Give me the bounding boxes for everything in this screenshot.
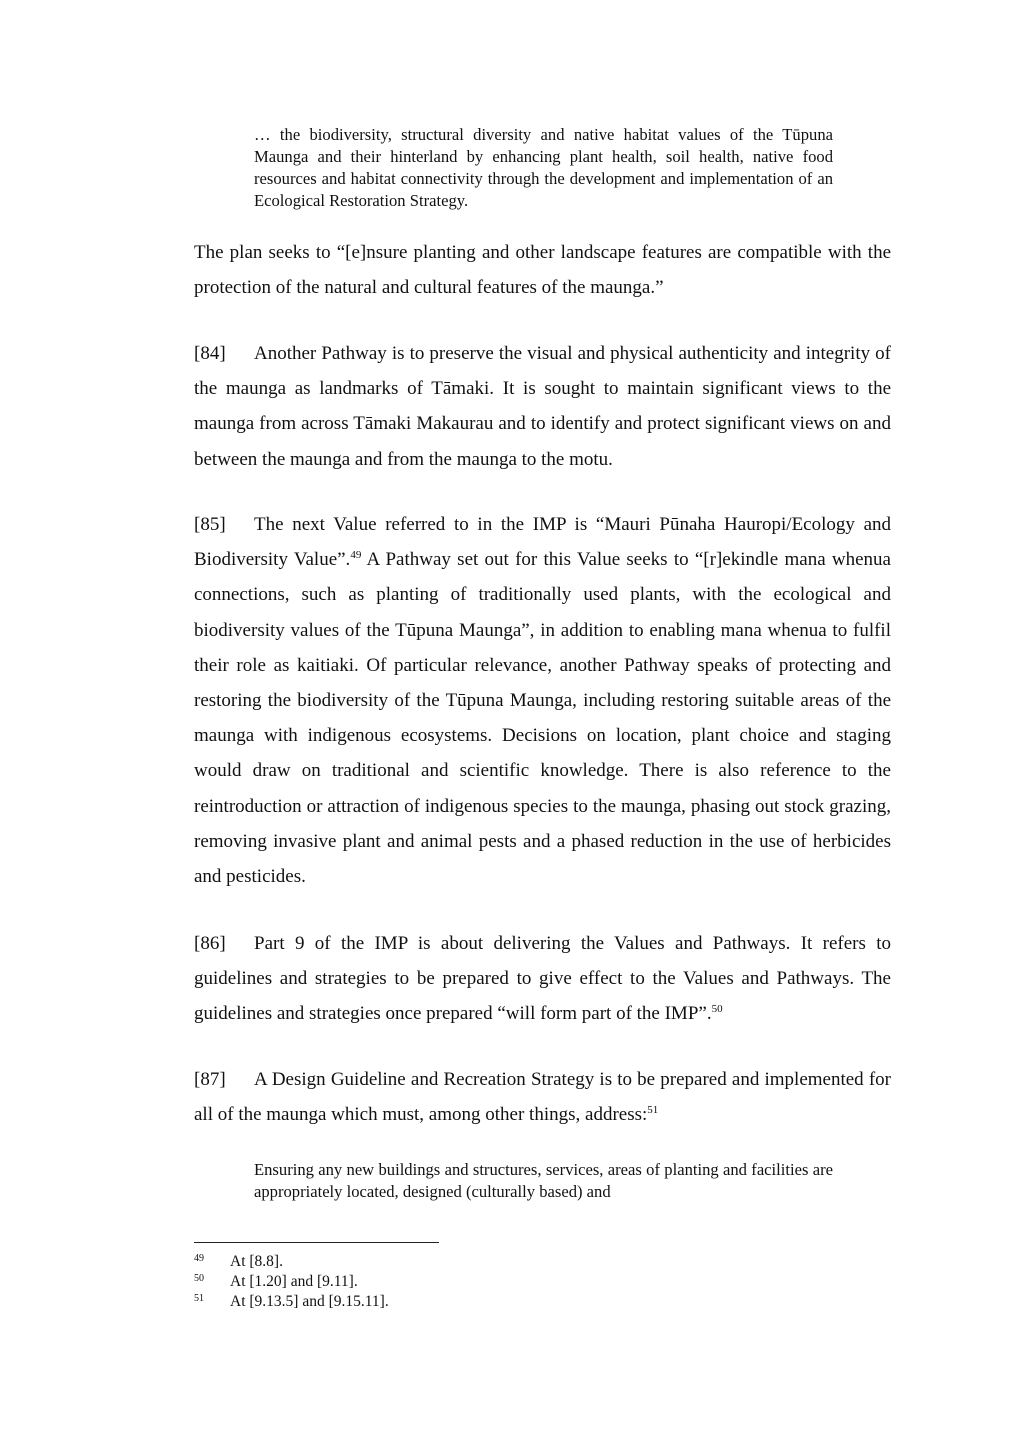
footnote-number: 49 [194, 1253, 204, 1264]
paragraph-86 [194, 926, 891, 1032]
footnote-49 [194, 1252, 694, 1272]
paragraph-plan [194, 235, 891, 305]
paragraph-number: [85] [194, 514, 226, 535]
paragraph-number: [86] [194, 933, 226, 954]
footnote-number: 51 [194, 1293, 204, 1304]
block-quote-ecological-restoration [254, 124, 833, 212]
block-quote-design-guideline [254, 1159, 833, 1203]
paragraph-number: [87] [194, 1069, 226, 1090]
footnote-number: 50 [194, 1273, 204, 1284]
footnote-text: At [9.13.5] and [9.15.11]. [230, 1293, 389, 1310]
paragraph-text: Part 9 of the IMP is about delivering the Values and Pathways. It refers to guidelines and strategies to be prepared to give effect to the Values and Pathways. The guidelines and strategies once prepared “will form part of the IMP”. [194, 933, 891, 1025]
footnotes [194, 1252, 694, 1312]
quote-text: Ensuring any new buildings and structures, services, areas of planting and facilities are appropriately located, designed (culturally based) and [254, 1160, 833, 1201]
paragraph-text: The next Value referred to in the IMP is “Mauri Pūnaha Hauropi/Ecology and Biodiversity Value”. [194, 514, 891, 571]
footnote-divider [194, 1242, 439, 1243]
paragraph-number: [84] [194, 343, 226, 364]
paragraph-text-cont: A Pathway set out for this Value seeks to “[r]ekindle mana whenua connections, such as planting of traditionally used plants, with the ecological and biodiversity values of the Tūpuna Maunga”, in addition to enabling mana whenua to fulfil their role as kaitiaki. Of particular relevance, another Pathway speaks of protecting and restoring the biodiversity of the Tūpuna Maunga, including restoring suitable areas of the maunga with indigenous ecosystems. Decisions on location, plant choice and staging would draw on traditional and scientific knowledge. There is also reference to the reintroduction or attraction of indigenous species to the maunga, phasing out stock grazing, removing invasive plant and animal pests and a phased reduction in the use of herbicides and pesticides. [194, 549, 891, 888]
paragraph-87 [194, 1062, 891, 1132]
paragraph-text: Another Pathway is to preserve the visual and physical authenticity and integrity of the maunga as landmarks of Tāmaki. It is sought to maintain significant views to the maunga from across Tāmaki Makaurau and to identify and protect significant views on and between the maunga and from the maunga to the motu. [194, 343, 891, 470]
quote-text: … the biodiversity, structural diversity and native habitat values of the Tūpuna Maunga and their hinterland by enhancing plant health, soil health, native food resources and habitat connectivity through the development and implementation of an Ecological Restoration Strategy. [254, 125, 833, 210]
footnote-text: At [1.20] and [9.11]. [230, 1273, 358, 1290]
footnote-text: At [8.8]. [230, 1253, 283, 1270]
footnote-51 [194, 1292, 694, 1312]
footnote-50 [194, 1272, 694, 1292]
paragraph-85 [194, 507, 891, 894]
paragraph-84 [194, 336, 891, 477]
footnote-ref[interactable]: 50 [711, 1003, 723, 1016]
paragraph-text: The plan seeks to “[e]nsure planting and other landscape features are compatible with the protection of the natural and cultural features of the maunga.” [194, 242, 891, 299]
paragraph-text: A Design Guideline and Recreation Strategy is to be prepared and implemented for all of the maunga which must, among other things, address: [194, 1069, 891, 1126]
footnote-ref[interactable]: 49 [350, 549, 362, 562]
footnote-ref[interactable]: 51 [647, 1104, 659, 1117]
